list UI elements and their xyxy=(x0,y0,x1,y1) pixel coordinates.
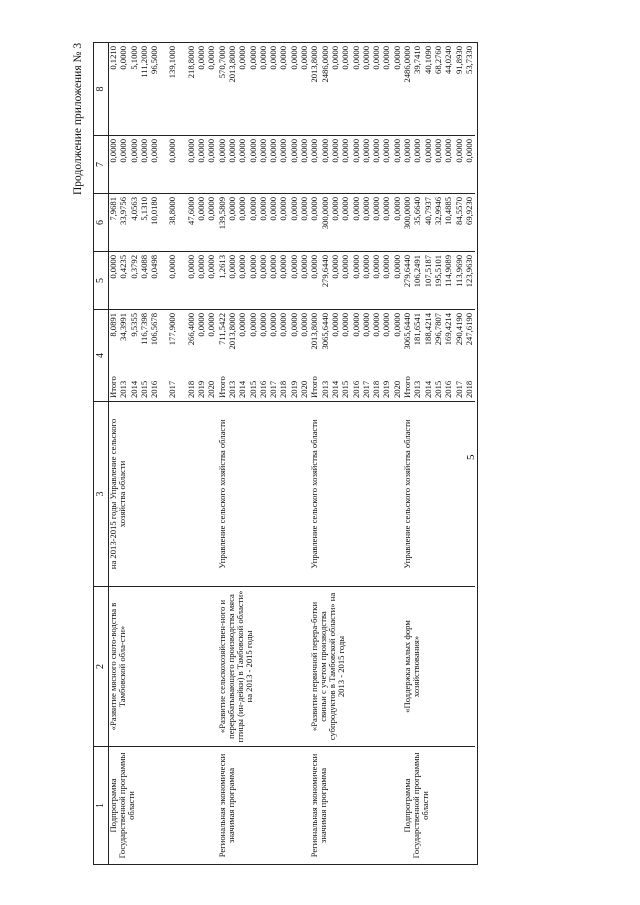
value-c6: 69,9230 xyxy=(463,197,474,225)
value-c5: 0,4088 xyxy=(138,255,149,279)
value-c5: 0,0000 xyxy=(185,255,196,279)
year-label: 2016 xyxy=(350,380,361,398)
value-c5: 0,0000 xyxy=(288,255,299,279)
value-col4: 106,5678 xyxy=(149,313,160,346)
value-c7: 0,0000 xyxy=(149,139,160,163)
value-c6: 35,6640 xyxy=(412,197,423,225)
executor-text: Управление сельского хозяйства области xyxy=(402,419,413,569)
value-c6: 0,0000 xyxy=(381,197,392,221)
program-type-text: Региональная экономически значимая программа xyxy=(309,753,329,858)
value-c8: 0,1210 xyxy=(108,46,118,70)
value-c7: 0,0000 xyxy=(206,139,217,163)
value-col4: 296,7807 xyxy=(432,313,443,346)
program-name-text: «Развитие сельскохозяйствен-ного и перерабатывающего производства мяса птицы (ин-дейки) в Тамбовской области» на 2013 - 2015 годы xyxy=(216,590,254,743)
year-label: 2018 xyxy=(463,380,474,398)
header-cell: 5 xyxy=(94,252,109,310)
value-c5: 0,0000 xyxy=(381,255,392,279)
year-label: 2013 xyxy=(412,380,423,398)
value-c5: 0,0000 xyxy=(108,255,118,279)
value-col4: 34,3991 xyxy=(118,313,129,341)
value-c7: 0,0000 xyxy=(329,139,340,163)
value-c6: 40,7937 xyxy=(422,197,433,225)
year-label: 2017 xyxy=(360,380,371,398)
value-c8: 0,0000 xyxy=(118,46,129,70)
value-c6: 0,0000 xyxy=(278,197,289,221)
value-c6: 0,0000 xyxy=(226,197,237,221)
year-label: 2018 xyxy=(185,380,196,398)
value-c7: 0,0000 xyxy=(278,139,289,163)
value-c6: 0,0000 xyxy=(247,197,258,221)
year-label: 2020 xyxy=(206,380,217,398)
value-c7: 0,0000 xyxy=(453,139,464,163)
continuation-caption: Продолжение приложения № 3 xyxy=(72,42,84,195)
value-c5: 106,2491 xyxy=(412,255,423,288)
amount-total-cell xyxy=(403,310,475,402)
header-cell: 3 xyxy=(94,402,109,587)
value-c8: 91,8930 xyxy=(453,46,464,74)
value-col4: 0,0000 xyxy=(237,313,248,337)
value-c7: 0,0000 xyxy=(185,139,196,163)
value-c8-cell xyxy=(218,43,311,136)
value-c7: 0,0000 xyxy=(432,139,443,163)
value-c8: 0,0000 xyxy=(206,46,217,70)
value-c8: 2486,0000 xyxy=(402,46,413,83)
value-c8: 0,0000 xyxy=(340,46,351,70)
value-c7: 0,0000 xyxy=(196,139,207,163)
value-c8: 0,0000 xyxy=(247,46,258,70)
year-label: 2020 xyxy=(391,380,402,398)
value-c7: 0,0000 xyxy=(108,139,118,163)
value-c7: 0,0000 xyxy=(381,139,392,163)
value-c5: 0,0000 xyxy=(167,255,178,279)
program-name-cell xyxy=(403,587,475,747)
year-label: 2019 xyxy=(381,380,392,398)
year-label: 2016 xyxy=(149,380,160,398)
value-c6: 10,4885 xyxy=(443,197,454,225)
appendix-table xyxy=(93,42,478,865)
executor-cell xyxy=(310,402,403,587)
value-col4: 0,0000 xyxy=(288,313,299,337)
value-c7-cell xyxy=(218,136,311,194)
program-row xyxy=(109,43,218,865)
value-c7: 0,0000 xyxy=(412,139,423,163)
value-col4: 2013,8000 xyxy=(309,313,320,350)
year-label: 2015 xyxy=(432,380,443,398)
value-c7: 0,0000 xyxy=(350,139,361,163)
value-c7: 0,0000 xyxy=(340,139,351,163)
program-name-text: «Развитие первичной перера-ботки свиньи с учетом производства субпродуктов в Тамбовской области» на 2013 - 2015 годы xyxy=(309,592,347,741)
value-c5: 0,4235 xyxy=(118,255,129,279)
value-c5: 0,0000 xyxy=(278,255,289,279)
program-name-cell xyxy=(218,587,311,747)
year-label: 2014 xyxy=(128,380,139,398)
program-name-text: «Поддержка малых форм хозяйствования» xyxy=(402,620,422,713)
value-c6: 0,0000 xyxy=(299,197,310,221)
value-c5: 0,0000 xyxy=(257,255,268,279)
value-col4: 0,0000 xyxy=(381,313,392,337)
value-c5: 0,0498 xyxy=(149,255,160,279)
value-c6: 84,5570 xyxy=(453,197,464,225)
value-c5-cell xyxy=(310,252,403,310)
value-c8: 0,0000 xyxy=(288,46,299,70)
value-col4: 266,4000 xyxy=(185,313,196,346)
year-label: Итого xyxy=(216,376,227,398)
value-c6: 5,1310 xyxy=(138,197,149,221)
value-c5: 0,0000 xyxy=(350,255,361,279)
value-c6: 0,0000 xyxy=(257,197,268,221)
value-c6: 47,6000 xyxy=(185,197,196,225)
value-c7: 0,0000 xyxy=(118,139,129,163)
value-c8-cell xyxy=(310,43,403,136)
value-c6-cell xyxy=(403,194,475,252)
year-label: 2020 xyxy=(299,380,310,398)
executor-text: Управление сельского хозяйства области xyxy=(216,419,227,569)
value-c5: 0,0000 xyxy=(268,255,279,279)
value-c5: 113,9690 xyxy=(453,255,464,287)
year-label: 2013 xyxy=(118,380,129,398)
value-c5: 114,9089 xyxy=(443,255,454,287)
year-label: 2016 xyxy=(257,380,268,398)
value-c6: 0,0000 xyxy=(196,197,207,221)
value-c6: 10,0180 xyxy=(149,197,160,225)
year-label: 2017 xyxy=(453,380,464,398)
value-c5: 0,0000 xyxy=(299,255,310,279)
closing-row xyxy=(475,43,478,865)
value-col4: 0,0000 xyxy=(350,313,361,337)
value-c5: 0,0000 xyxy=(391,255,402,279)
value-c7-cell xyxy=(109,136,218,194)
year-label: 2018 xyxy=(371,380,382,398)
value-col4: 181,6541 xyxy=(412,313,423,346)
value-col4: 247,6190 xyxy=(463,313,474,346)
value-c7: 0,0000 xyxy=(299,139,310,163)
year-label: 2014 xyxy=(422,380,433,398)
value-c7: 0,0000 xyxy=(226,139,237,163)
value-c8-cell xyxy=(403,43,475,136)
value-c7: 0,0000 xyxy=(257,139,268,163)
header-cell: 1 xyxy=(94,747,109,865)
value-c5: 0,0000 xyxy=(360,255,371,279)
amount-total-cell xyxy=(109,310,218,402)
value-c8: 218,8000 xyxy=(185,46,196,79)
header-cell: 6 xyxy=(94,194,109,252)
value-col4: 169,4214 xyxy=(443,313,454,346)
year-label: 2019 xyxy=(288,380,299,398)
value-c8: 2486,0000 xyxy=(319,46,330,83)
year-label: 2014 xyxy=(329,380,340,398)
year-label: 2016 xyxy=(443,380,454,398)
header-row xyxy=(94,43,109,865)
value-c5: 0,0000 xyxy=(247,255,258,279)
program-name-text: «Развитие мясного ското-водства в Тамбовской обла-сти» xyxy=(108,602,128,731)
value-c6: 33,9756 xyxy=(118,197,129,225)
year-label: 2017 xyxy=(268,380,279,398)
value-col4: 3065,6440 xyxy=(402,313,413,350)
header-cell: 7 xyxy=(94,136,109,194)
value-c7: 0,0000 xyxy=(237,139,248,163)
value-c8: 0,0000 xyxy=(381,46,392,70)
value-c5: 0,0000 xyxy=(329,255,340,279)
header-cell: 8 xyxy=(94,43,109,136)
value-col4: 0,0000 xyxy=(360,313,371,337)
value-col4: 0,0000 xyxy=(329,313,340,337)
program-name-cell xyxy=(310,587,403,747)
program-type-text: Региональная экономически значимая программа xyxy=(216,753,236,858)
value-c5-cell xyxy=(109,252,218,310)
value-c7: 0,0000 xyxy=(463,139,474,163)
value-c8: 0,0000 xyxy=(278,46,289,70)
value-c6: 139,5809 xyxy=(216,197,227,230)
value-c6-cell xyxy=(109,194,218,252)
value-col4: 0,0000 xyxy=(196,313,207,337)
value-c8: 111,2000 xyxy=(138,46,149,78)
value-col4: 0,0000 xyxy=(371,313,382,337)
program-type-cell xyxy=(403,747,475,865)
year-label: 2013 xyxy=(226,380,237,398)
value-c5: 279,6440 xyxy=(319,255,330,288)
value-c7: 0,0000 xyxy=(216,139,227,163)
year-label: 2019 xyxy=(196,380,207,398)
program-type-cell xyxy=(218,747,311,865)
executor-text: на 2013-2015 годы Управление сельского хозяйства области xyxy=(108,418,128,570)
value-col4: 8,0891 xyxy=(108,313,118,337)
value-c7: 0,0000 xyxy=(138,139,149,163)
value-c8: 0,0000 xyxy=(196,46,207,70)
page-number: 5 xyxy=(465,454,477,460)
value-c6: 0,0000 xyxy=(340,197,351,221)
value-c5: 107,5187 xyxy=(422,255,433,288)
value-c7: 0,0000 xyxy=(402,139,413,163)
value-col4: 2013,8000 xyxy=(226,313,237,350)
value-c5: 195,5101 xyxy=(432,255,443,288)
value-c7: 0,0000 xyxy=(422,139,433,163)
value-c5: 0,0000 xyxy=(226,255,237,279)
value-c6: 0,0000 xyxy=(237,197,248,221)
value-c8: 0,0000 xyxy=(257,46,268,70)
value-c7: 0,0000 xyxy=(360,139,371,163)
year-label: 2014 xyxy=(237,380,248,398)
value-c7: 0,0000 xyxy=(268,139,279,163)
program-row xyxy=(310,43,403,865)
value-col4: 188,4214 xyxy=(422,313,433,346)
value-c6: 300,0000 xyxy=(402,197,413,230)
value-c7-cell xyxy=(403,136,475,194)
value-c5: 0,0000 xyxy=(206,255,217,279)
value-c5-cell xyxy=(218,252,311,310)
value-col4: 0,0000 xyxy=(340,313,351,337)
value-c5: 279,6440 xyxy=(402,255,413,288)
executor-cell xyxy=(218,402,311,587)
value-c8: 0,0000 xyxy=(360,46,371,70)
year-label: 2013 xyxy=(319,380,330,398)
value-c5: 0,0000 xyxy=(371,255,382,279)
value-c7: 0,0000 xyxy=(319,139,330,163)
value-col4: 0,0000 xyxy=(247,313,258,337)
value-c8: 0,0000 xyxy=(371,46,382,70)
value-c6: 32,9946 xyxy=(432,197,443,225)
value-c7: 0,0000 xyxy=(247,139,258,163)
value-c7: 0,0000 xyxy=(288,139,299,163)
value-c8: 53,7330 xyxy=(463,46,474,74)
value-c6-cell xyxy=(218,194,311,252)
value-c6: 0,0000 xyxy=(391,197,402,221)
value-c5: 0,0000 xyxy=(196,255,207,279)
value-c8: 40,1090 xyxy=(422,46,433,74)
value-c7: 0,0000 xyxy=(309,139,320,163)
value-c6: 0,0000 xyxy=(350,197,361,221)
value-c8: 96,5000 xyxy=(149,46,160,74)
year-label: 2015 xyxy=(138,380,149,398)
value-c8: 0,0000 xyxy=(299,46,310,70)
value-col4: 3065,6440 xyxy=(319,313,330,350)
value-col4: 290,4190 xyxy=(453,313,464,346)
value-c5: 0,0000 xyxy=(309,255,320,279)
value-c5: 1,2613 xyxy=(216,255,227,279)
value-col4: 711,5422 xyxy=(216,313,227,345)
value-c5: 0,0000 xyxy=(237,255,248,279)
value-c8: 0,0000 xyxy=(237,46,248,70)
year-label: 2015 xyxy=(247,380,258,398)
amount-total-cell xyxy=(218,310,311,402)
value-c6-cell xyxy=(310,194,403,252)
value-c7: 0,0000 xyxy=(128,139,139,163)
value-c6: 0,0000 xyxy=(329,197,340,221)
value-c8: 0,0000 xyxy=(329,46,340,70)
value-c8: 570,7000 xyxy=(216,46,227,79)
executor-cell xyxy=(403,402,475,587)
value-c8: 68,2760 xyxy=(432,46,443,74)
value-col4: 0,0000 xyxy=(278,313,289,337)
value-c8: 44,0240 xyxy=(443,46,454,74)
value-col4: 0,0000 xyxy=(257,313,268,337)
value-c6: 0,0000 xyxy=(268,197,279,221)
value-c6: 4,0563 xyxy=(128,197,139,221)
value-c7-cell xyxy=(310,136,403,194)
value-col4: 0,0000 xyxy=(391,313,402,337)
value-c8: 0,0000 xyxy=(391,46,402,70)
program-row xyxy=(403,43,475,865)
value-c8: 2013,8000 xyxy=(309,46,320,83)
program-row xyxy=(218,43,311,865)
value-col4: 116,7398 xyxy=(138,313,149,345)
year-label: Итого xyxy=(309,376,320,398)
value-c7: 0,0000 xyxy=(371,139,382,163)
value-c8: 0,0000 xyxy=(350,46,361,70)
value-c8: 0,0000 xyxy=(268,46,279,70)
header-cell: 2 xyxy=(94,587,109,747)
program-name-cell xyxy=(109,587,218,747)
value-c6: 300,0000 xyxy=(319,197,330,230)
value-c8: 139,1000 xyxy=(167,46,178,79)
value-col4: 9,5355 xyxy=(128,313,139,337)
year-label: 2018 xyxy=(278,380,289,398)
executor-cell xyxy=(109,402,218,587)
value-c8: 5,1000 xyxy=(128,46,139,70)
header-cell: 4 xyxy=(94,310,109,402)
value-c6: 7,9681 xyxy=(108,197,118,221)
value-c6: 0,0000 xyxy=(309,197,320,221)
value-c6: 0,0000 xyxy=(371,197,382,221)
value-c5: 0,3792 xyxy=(128,255,139,279)
value-c5-cell xyxy=(403,252,475,310)
value-col4: 0,0000 xyxy=(206,313,217,337)
year-label: 2015 xyxy=(340,380,351,398)
value-c7: 0,0000 xyxy=(391,139,402,163)
executor-text: Управление сельского хозяйства области xyxy=(309,419,320,569)
value-c6: 0,0000 xyxy=(288,197,299,221)
program-type-cell xyxy=(310,747,403,865)
value-c6: 38,8000 xyxy=(167,197,178,225)
value-col4: 0,0000 xyxy=(299,313,310,337)
program-type-text: Подпрограмма Государственной программы области xyxy=(108,752,137,859)
value-c5: 0,0000 xyxy=(340,255,351,279)
program-type-cell xyxy=(109,747,218,865)
value-c7: 0,0000 xyxy=(443,139,454,163)
value-c8: 2013,8000 xyxy=(226,46,237,83)
year-label: Итого xyxy=(402,376,413,398)
program-type-text: Подпрограмма Государственной программы области xyxy=(402,752,431,859)
value-c8-cell xyxy=(109,43,218,136)
year-label: Итого xyxy=(108,376,118,398)
value-c5: 123,9630 xyxy=(463,255,474,288)
value-col4: 0,0000 xyxy=(268,313,279,337)
value-c8: 39,7410 xyxy=(412,46,423,74)
value-c6: 0,0000 xyxy=(360,197,371,221)
value-c6: 0,0000 xyxy=(206,197,217,221)
value-c7: 0,0000 xyxy=(167,139,178,163)
value-col4: 177,9000 xyxy=(167,313,178,346)
year-label: 2017 xyxy=(167,380,178,398)
amount-total-cell xyxy=(310,310,403,402)
